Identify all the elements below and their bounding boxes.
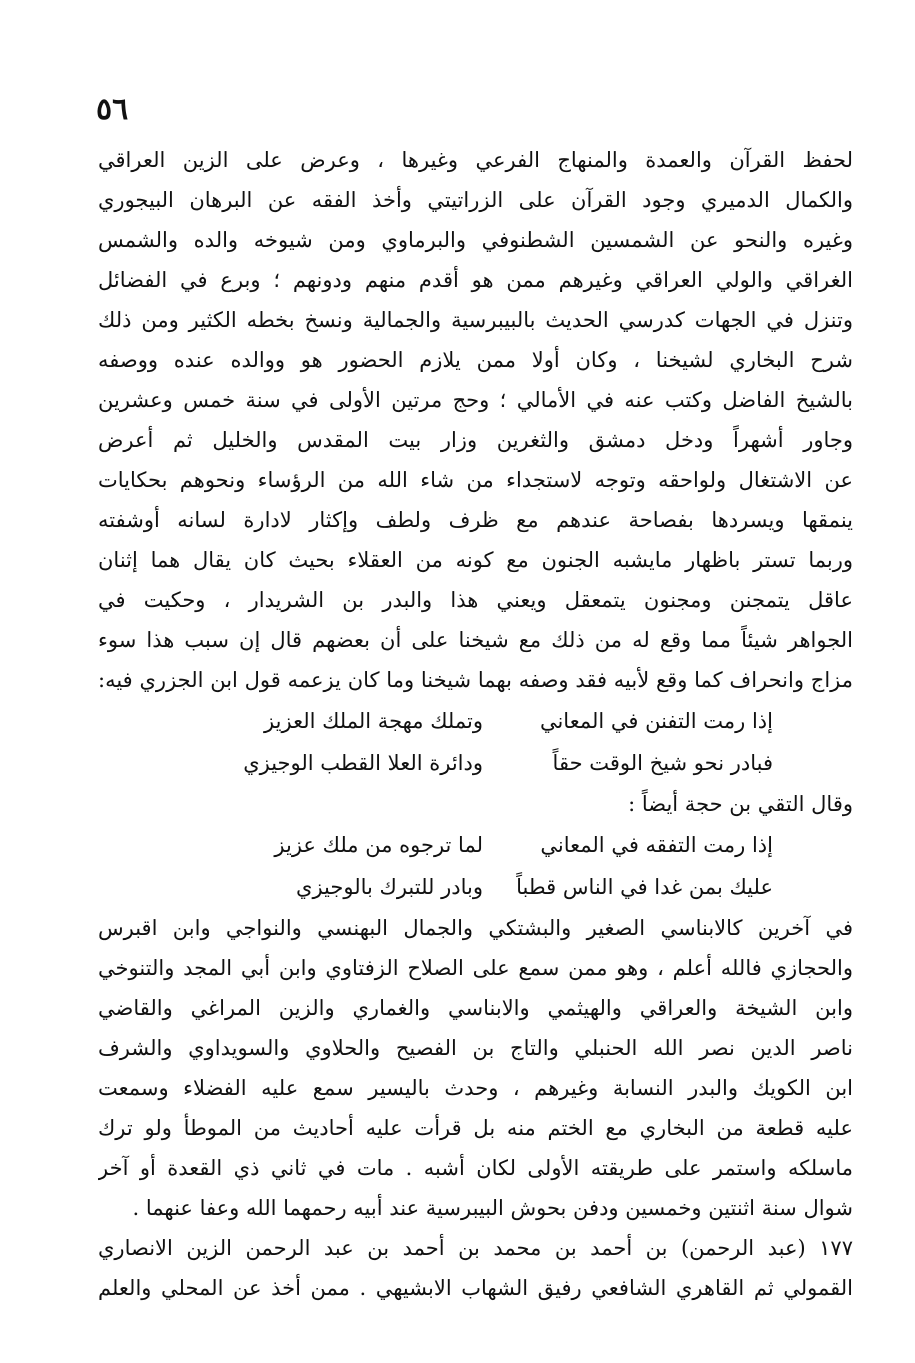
text-line: الغراقي والولي العراقي وغيرهم ممن هو أقدم منهم ودونهم ؛ وبرع في الفضائل (98, 268, 853, 292)
poem-verse (98, 824, 853, 866)
verse-first-hemistich: إذا رمت التفنن في المعاني (539, 709, 773, 733)
text-line: ماسلكه واستمر على طريقته الأولى لكان أشبه . مات في ثاني ذي القعدة أو آخر (98, 1156, 853, 1180)
verse-second-hemistich: لما ترجوه من ملك عزيز (274, 833, 483, 857)
text-line: الجواهر شيئاً مما وقع له من ذلك مع شيخنا على أن بعضهم قال إن سبب هذا سوء (98, 628, 853, 652)
text-line: بالشيخ الفاضل وكتب عنه في الأمالي ؛ وحج مرتين الأولى في سنة خمس وعشرين (98, 388, 853, 412)
page-body (98, 140, 853, 1308)
text-line: وربما تستر باظهار مايشبه الجنون مع كونه من العقلاء بحيث كان يقال هما إثنان (98, 548, 853, 572)
poem-verse (98, 700, 853, 742)
text-line: شرح البخاري لشيخنا ، وكان أولا ممن يلازم الحضور هو ووالده عنده ووصفه (98, 348, 853, 372)
text-line: والكمال الدميري وجود القرآن على الزراتيتي وأخذ الفقه عن البرهان البيجوري (98, 188, 853, 212)
text-line: ينمقها ويسردها بفصاحة عندهم مع ظرف ولطف وإكثار لادارة لسانه أوشفته (98, 508, 853, 532)
poem-verse (98, 742, 853, 784)
poem-intro: وقال التقي بن حجة أيضاً : (628, 792, 853, 816)
text-line: عليه قطعة من البخاري مع الختم منه بل قرأت عليه أحاديث من الموطأ ولو ترك (98, 1116, 853, 1140)
text-line: ناصر الدين نصر الله الحنبلي والتاج بن الفصيح والحلاوي والسويداوي والشرف (98, 1036, 853, 1060)
text-line: وغيره والنحو عن الشمسين الشطنوفي والبرماوي ومن شيوخه والده والشمس (98, 228, 853, 252)
text-line: شوال سنة اثنتين وخمسين ودفن بحوش البيبرسية عند أبيه رحمهما الله وعفا عنهما . (132, 1196, 853, 1220)
poem-verse (98, 866, 853, 908)
verse-second-hemistich: وتملك مهجة الملك العزيز (264, 709, 483, 733)
text-line: ابن الكويك والبدر النسابة وغيرهم ، وحدث باليسير سمع عليه الفضلاء وسمعت (98, 1076, 853, 1100)
page-number: ٥٦ (96, 92, 129, 127)
verse-first-hemistich: عليك بمن غدا في الناس قطباً (516, 875, 773, 899)
text-line: وتنزل في الجهات كدرسي الحديث بالبيبرسية والجمالية ونسخ بخطه الكثير ومن ذلك (98, 308, 853, 332)
text-line: مزاج وانحراف كما وقع لأبيه فقد وصفه بهما شيخنا وما كان يزعمه قول ابن الجزري فيه: (98, 668, 853, 692)
text-line: والحجازي فالله أعلم ، وهو ممن سمع على الصلاح الزفتاوي وابن أبي المجد والتنوخي (98, 956, 853, 980)
text-line: في آخرين كالابناسي الصغير والبشتكي والجمال البهنسي والنواجي وابن اقبرس (98, 916, 853, 940)
text-line: القمولي ثم القاهري الشافعي رفيق الشهاب الابشيهي . ممن أخذ عن المحلي والعلم (98, 1276, 853, 1300)
verse-second-hemistich: ودائرة العلا القطب الوجيزي (243, 751, 483, 775)
text-line: عن الاشتغال ولواحقه وتوجه لاستجداء من شاء الله من الرؤساء ونحوهم بحكايات (98, 468, 853, 492)
text-line: لحفظ القرآن والعمدة والمنهاج الفرعي وغيرها ، وعرض على الزين العراقي (98, 148, 853, 172)
verse-first-hemistich: إذا رمت التفقه في المعاني (540, 833, 773, 857)
text-line: وابن الشيخة والعراقي والهيثمي والابناسي والغماري والزين المراغي والقاضي (98, 996, 853, 1020)
verse-second-hemistich: وبادر للتبرك بالوجيزي (296, 875, 483, 899)
verse-first-hemistich: فبادر نحو شيخ الوقت حقاً (552, 751, 773, 775)
entry-heading-line: ١٧٧ (عبد الرحمن) بن أحمد بن محمد بن أحمد بن عبد الرحمن الزين الانصاري (98, 1236, 853, 1260)
text-line: عاقل يتمجنن ومجنون يتمعقل ويعني هذا والبدر بن الشريدار ، وحكيت في (98, 588, 853, 612)
text-line: وجاور أشهراً ودخل دمشق والثغرين وزار بيت المقدس والخليل ثم أعرض (98, 428, 853, 452)
